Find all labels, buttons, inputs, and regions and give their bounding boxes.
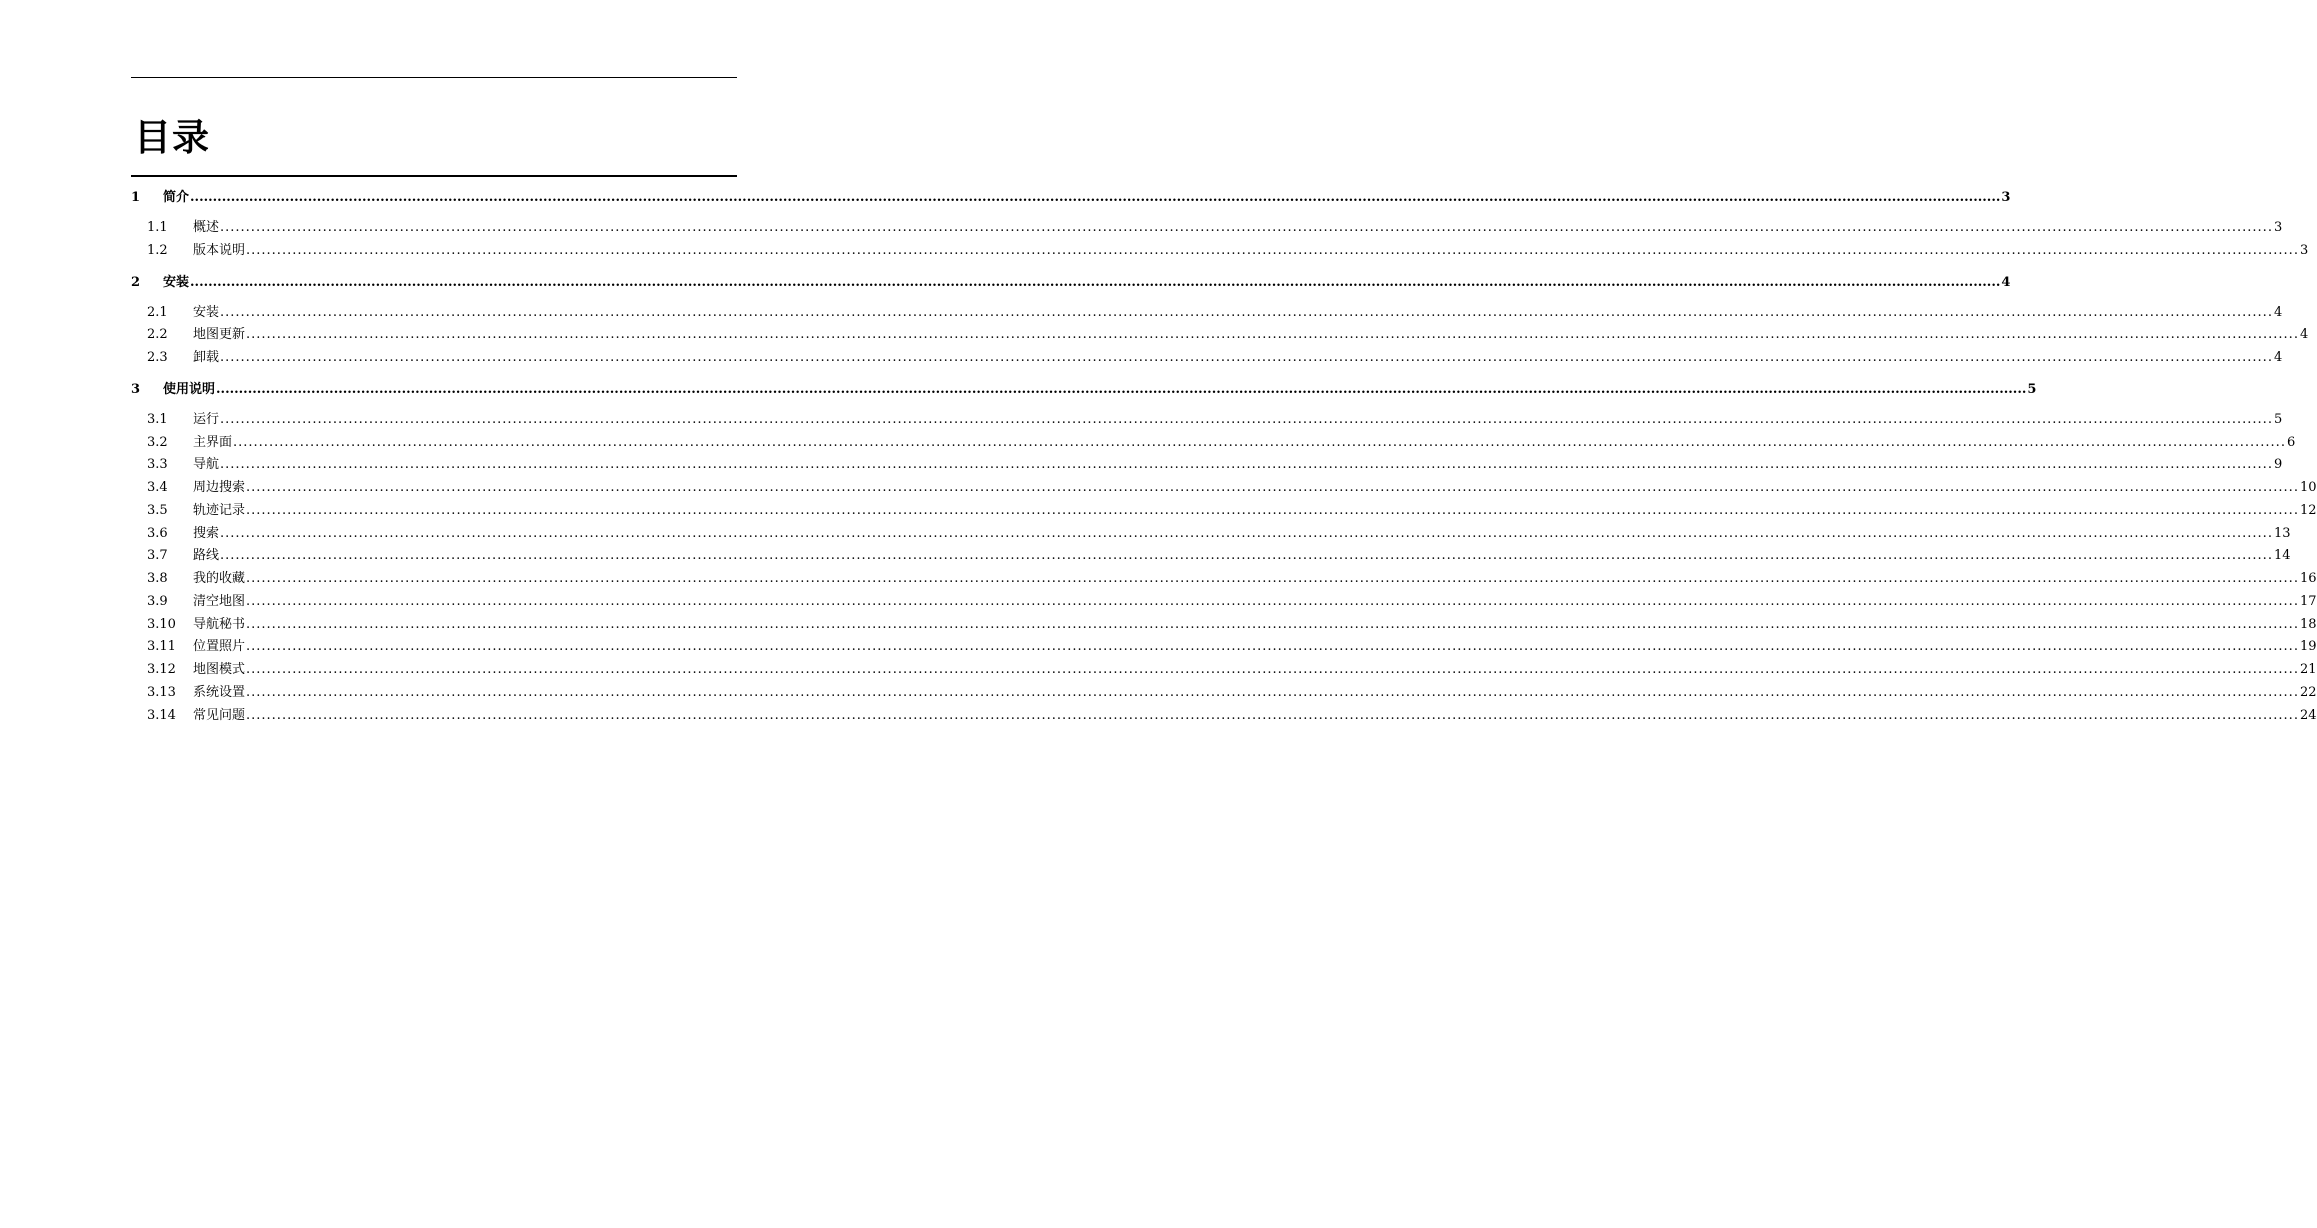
toc-entry-page: 13 bbox=[2273, 525, 2291, 541]
toc-leader-dots: ................................................................................................................................................................................................................................................................................................................................................................................................................ bbox=[246, 571, 2299, 586]
toc-entry-page: 21 bbox=[2299, 662, 2317, 677]
toc-entry-page: 22 bbox=[2299, 684, 2317, 700]
toc-entry-number: 3.14 bbox=[147, 707, 176, 723]
toc-entry-page: 24 bbox=[2299, 707, 2317, 723]
toc-entry-number: 3.5 bbox=[147, 502, 168, 518]
toc-entry-title: 导航 bbox=[193, 457, 220, 473]
toc-entry-number: 3.10 bbox=[147, 616, 176, 632]
toc-entry-title: 主界面 bbox=[193, 434, 233, 450]
header-rule bbox=[131, 77, 737, 78]
toc-leader-dots: ................................................................................................................................................................................................................................................................................................................................................................................................................ bbox=[220, 525, 2273, 541]
toc-entry-page: 18 bbox=[2299, 616, 2317, 632]
toc-entry-level2[interactable] bbox=[131, 568, 2317, 591]
toc-entry-page: 4 bbox=[2001, 274, 2011, 290]
toc-entry-number: 3.13 bbox=[147, 684, 176, 700]
toc-entry-page: 16 bbox=[2299, 571, 2317, 586]
toc-entry-page: 5 bbox=[2027, 381, 2037, 397]
toc-entry-page: 12 bbox=[2299, 502, 2317, 518]
toc-entry-title: 位置照片 bbox=[193, 639, 246, 655]
toc-entry-level2[interactable] bbox=[131, 347, 2283, 370]
toc-entry-title: 使用说明 bbox=[163, 381, 216, 397]
toc-entry-page: 4 bbox=[2273, 304, 2283, 320]
toc-entry-number: 3.12 bbox=[147, 662, 176, 677]
toc-entry-number: 3.4 bbox=[147, 480, 168, 495]
toc-entry-level2[interactable] bbox=[131, 500, 2317, 523]
toc-leader-dots: ................................................................................................................................................................................................................................................................................................................................................................................................................ bbox=[220, 548, 2273, 564]
toc-leader-dots: ................................................................................................................................................................................................................................................................................................................................................................................................................ bbox=[233, 434, 2286, 450]
toc-leader-dots: ................................................................................................................................................................................................................................................................................................................................................................................................................ bbox=[220, 304, 2273, 320]
toc-entry-number: 1.2 bbox=[147, 242, 168, 258]
toc-entry-level2[interactable] bbox=[131, 659, 2317, 682]
toc-entry-title: 我的收藏 bbox=[193, 571, 246, 586]
toc-entry-number: 3.3 bbox=[147, 457, 168, 473]
toc-entry-number: 3.1 bbox=[147, 411, 168, 427]
toc-entry-title: 安装 bbox=[163, 274, 190, 290]
toc-entry-level2[interactable] bbox=[131, 545, 2291, 568]
toc-entry-level2[interactable] bbox=[131, 324, 2309, 347]
toc-entry-number: 3.7 bbox=[147, 548, 168, 564]
toc-leader-dots: ................................................................................................................................................................................................................................................................................................................................................................................................................ bbox=[216, 381, 2027, 397]
toc-entry-level2[interactable] bbox=[131, 705, 2317, 728]
toc-entry-level2[interactable] bbox=[131, 682, 2317, 705]
toc-entry-level2[interactable] bbox=[131, 636, 2317, 659]
toc-leader-dots: ................................................................................................................................................................................................................................................................................................................................................................................................................ bbox=[190, 190, 2001, 205]
toc-entry-page: 6 bbox=[2286, 434, 2296, 450]
toc-entry-number: 3.8 bbox=[147, 571, 168, 586]
toc-entry-page: 4 bbox=[2273, 350, 2283, 365]
toc-entry-title: 地图模式 bbox=[193, 662, 246, 677]
toc-entry-title: 常见问题 bbox=[193, 707, 246, 723]
toc-entry-page: 10 bbox=[2299, 480, 2317, 495]
toc-entry-title: 路线 bbox=[193, 548, 220, 564]
toc-entry-page: 3 bbox=[2001, 190, 2011, 205]
toc-entry-number: 1.1 bbox=[147, 220, 168, 235]
toc-leader-dots: ................................................................................................................................................................................................................................................................................................................................................................................................................ bbox=[246, 616, 2299, 632]
toc-entry-page: 9 bbox=[2273, 457, 2283, 473]
toc-entry-page: 14 bbox=[2273, 548, 2291, 564]
toc-entry-number: 3.11 bbox=[147, 639, 176, 655]
toc-entry-page: 3 bbox=[2299, 242, 2309, 258]
toc-entry-number: 2.2 bbox=[147, 327, 168, 343]
toc-entry-level2[interactable] bbox=[131, 302, 2283, 325]
toc-entry-level1[interactable] bbox=[131, 186, 2011, 209]
toc-entry-level2[interactable] bbox=[131, 409, 2283, 432]
toc-leader-dots: ................................................................................................................................................................................................................................................................................................................................................................................................................ bbox=[220, 220, 2273, 235]
toc-entry-page: 4 bbox=[2299, 327, 2309, 343]
toc-entry-page: 17 bbox=[2299, 593, 2317, 609]
toc-entry-number: 2 bbox=[131, 274, 141, 290]
toc-entry-number: 2.3 bbox=[147, 350, 168, 365]
toc-entry-title: 地图更新 bbox=[193, 327, 246, 343]
toc-entry-page: 5 bbox=[2273, 411, 2283, 427]
toc-entry-number: 2.1 bbox=[147, 304, 168, 320]
toc-entry-level2[interactable] bbox=[131, 591, 2317, 614]
toc-entry-title: 轨迹记录 bbox=[193, 502, 246, 518]
toc-entry-title: 卸载 bbox=[193, 350, 220, 365]
toc-entry-title: 简介 bbox=[163, 190, 190, 205]
toc-leader-dots: ................................................................................................................................................................................................................................................................................................................................................................................................................ bbox=[246, 480, 2299, 495]
title-rule bbox=[131, 175, 737, 177]
toc-leader-dots: ................................................................................................................................................................................................................................................................................................................................................................................................................ bbox=[220, 457, 2273, 473]
toc-entry-number: 1 bbox=[131, 190, 141, 205]
toc-leader-dots: ................................................................................................................................................................................................................................................................................................................................................................................................................ bbox=[246, 502, 2299, 518]
toc-entry-title: 系统设置 bbox=[193, 684, 246, 700]
table-of-contents bbox=[131, 186, 2317, 735]
toc-entry-title: 概述 bbox=[193, 220, 220, 235]
toc-entry-level1[interactable] bbox=[131, 378, 2037, 401]
toc-leader-dots: ................................................................................................................................................................................................................................................................................................................................................................................................................ bbox=[246, 639, 2299, 655]
toc-entry-level2[interactable] bbox=[131, 523, 2291, 546]
toc-entry-title: 周边搜索 bbox=[193, 480, 246, 495]
toc-entry-level2[interactable] bbox=[131, 432, 2296, 455]
toc-entry-level2[interactable] bbox=[131, 614, 2317, 637]
toc-leader-dots: ................................................................................................................................................................................................................................................................................................................................................................................................................ bbox=[220, 411, 2273, 427]
toc-leader-dots: ................................................................................................................................................................................................................................................................................................................................................................................................................ bbox=[246, 593, 2299, 609]
toc-leader-dots: ................................................................................................................................................................................................................................................................................................................................................................................................................ bbox=[220, 350, 2273, 365]
toc-entry-number: 3.9 bbox=[147, 593, 168, 609]
toc-entry-level1[interactable] bbox=[131, 271, 2011, 294]
toc-leader-dots: ................................................................................................................................................................................................................................................................................................................................................................................................................ bbox=[246, 327, 2299, 343]
toc-title: 目录 bbox=[134, 116, 210, 159]
toc-entry-title: 运行 bbox=[193, 411, 220, 427]
toc-leader-dots: ................................................................................................................................................................................................................................................................................................................................................................................................................ bbox=[246, 684, 2299, 700]
toc-entry-title: 清空地图 bbox=[193, 593, 246, 609]
toc-entry-level2[interactable] bbox=[131, 217, 2283, 240]
toc-entry-page: 19 bbox=[2299, 639, 2317, 655]
toc-leader-dots: ................................................................................................................................................................................................................................................................................................................................................................................................................ bbox=[190, 274, 2001, 290]
toc-entry-number: 3.6 bbox=[147, 525, 168, 541]
toc-leader-dots: ................................................................................................................................................................................................................................................................................................................................................................................................................ bbox=[246, 707, 2299, 723]
toc-entry-page: 3 bbox=[2273, 220, 2283, 235]
toc-entry-title: 版本说明 bbox=[193, 242, 246, 258]
toc-leader-dots: ................................................................................................................................................................................................................................................................................................................................................................................................................ bbox=[246, 242, 2299, 258]
toc-entry-title: 导航秘书 bbox=[193, 616, 246, 632]
toc-entry-level2[interactable] bbox=[131, 477, 2317, 500]
toc-entry-level2[interactable] bbox=[131, 454, 2283, 477]
toc-leader-dots: ................................................................................................................................................................................................................................................................................................................................................................................................................ bbox=[246, 662, 2299, 677]
toc-entry-title: 搜索 bbox=[193, 525, 220, 541]
toc-entry-title: 安装 bbox=[193, 304, 220, 320]
toc-entry-number: 3 bbox=[131, 381, 141, 397]
toc-entry-level2[interactable] bbox=[131, 240, 2309, 263]
toc-entry-number: 3.2 bbox=[147, 434, 168, 450]
